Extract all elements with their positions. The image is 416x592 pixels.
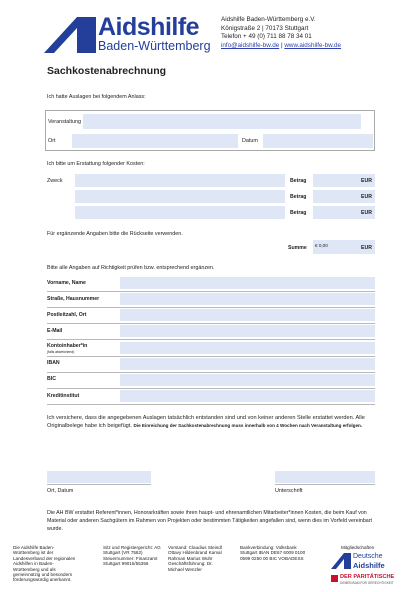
signature-line	[47, 484, 151, 485]
bank-input[interactable]	[120, 390, 375, 402]
event-label: Veranstaltung	[48, 119, 81, 125]
name-label: Vorname, Name	[47, 280, 86, 286]
row-divider	[47, 356, 375, 357]
purpose-input-1[interactable]	[75, 174, 285, 187]
org-name: Aidshilfe Baden-Württemberg e.V.	[221, 16, 316, 23]
row-divider	[47, 339, 375, 340]
footer-col-association: Die Aidshilfe Baden-Württemberg ist der Landesverband der regionalen Aidshilfen in Baden-Württemberg und als gemeinnützig und besonders förderungswürdig anerkannt.	[13, 545, 76, 583]
row-divider	[47, 372, 375, 373]
signature-line	[275, 484, 375, 485]
paritaetische-tagline: GEMEINSAM FÜR GERECHTIGKEIT	[340, 581, 394, 585]
supplement-note: Für ergänzende Angaben bitte die Rückseite verwenden.	[47, 231, 183, 237]
street-label: Straße, Hausnummer	[47, 296, 100, 302]
paritaetische-name: DER PARITÄTISCHE	[340, 574, 395, 580]
policy-text: Die AH BW erstattet Referent*innen, Honorarkräften sowie ihren haupt- und ehrenamtlichen Mitarbeiter*innen Kosten, die beim Kauf von Material oder anderen Sachgütern im Rahmen von Projekten oder bestimmten Tätigkeiten angefallen sind, wenn dies im Vorfeld vereinbart wurde.	[47, 510, 372, 532]
intro-text: Ich hatte Auslagen bei folgendem Anlass:	[47, 94, 146, 100]
deutsche-aidshilfe-logo-mark	[331, 553, 351, 569]
currency-2: EUR	[361, 194, 372, 200]
date-input[interactable]	[263, 134, 373, 148]
org-email-link[interactable]: info@aidshilfe-bw.de	[221, 41, 280, 49]
street-input[interactable]	[120, 293, 375, 305]
page-title: Sachkostenabrechnung	[47, 65, 167, 77]
currency-1: EUR	[361, 178, 372, 184]
amount-label-3: Betrag	[290, 210, 307, 216]
deutsche-aidshilfe-line1: Deutsche	[353, 553, 383, 560]
purpose-input-3[interactable]	[75, 206, 285, 219]
currency-3: EUR	[361, 210, 372, 216]
org-address: Königstraße 2 | 70173 Stuttgart	[221, 24, 309, 32]
sum-label: Summe	[288, 245, 307, 251]
zip-city-input[interactable]	[120, 309, 375, 321]
account-holder-label: Kontoinhaber*in	[47, 343, 88, 349]
org-phone: Telefon + 49 (0) 711 88 78 34 01	[221, 33, 312, 41]
place-date-input[interactable]	[47, 471, 151, 483]
email-input[interactable]	[120, 325, 375, 337]
purpose-label: Zweck	[47, 178, 63, 184]
iban-label: IBAN	[47, 360, 60, 366]
signature-label: Unterschrift	[275, 488, 303, 494]
paritaetische-logo-mark	[331, 575, 338, 582]
costs-intro: Ich bitte um Erstattung folgender Kosten:	[47, 161, 145, 167]
footer-col-bank: Bankverbindung: Volksbank Stuttgart IBAN DE67 6009 0100 0599 0250 00 BIC VOBADESS	[240, 545, 306, 561]
place-input[interactable]	[72, 134, 238, 148]
row-divider	[47, 388, 375, 389]
footer-col-board: Vorstand: Claudius Steindl Ottavy Hildenbrand Kamal Rahman Marius Wuhr Geschäftsführung: Dr. Michael Wenzler	[168, 545, 222, 572]
memberships-label: Mitgliedschaften	[341, 545, 375, 550]
date-label: Datum	[242, 138, 258, 144]
zip-city-label: Postleitzahl, Ort	[47, 312, 87, 318]
bic-label: BIC	[47, 376, 56, 382]
row-divider	[47, 291, 375, 292]
account-holder-input[interactable]	[120, 342, 375, 354]
place-label: Ort	[48, 138, 56, 144]
aidshilfe-logo-region: Baden-Württemberg	[98, 39, 211, 53]
deutsche-aidshilfe-line2: Aidshilfe	[353, 561, 385, 570]
name-input[interactable]	[120, 277, 375, 289]
email-label: E-Mail	[47, 328, 63, 334]
aidshilfe-logo-mark	[44, 17, 96, 53]
amount-label-2: Betrag	[290, 194, 307, 200]
account-holder-hint: (falls abweichend)	[47, 350, 75, 354]
amount-label-1: Betrag	[290, 178, 307, 184]
org-separator: |	[279, 41, 285, 49]
footer-col-registry: Sitz und Registergericht: AG Stuttgart (VR 7582) Steuernummer: Finanzamt Stuttgart 99015/55356	[103, 545, 161, 567]
declaration-block	[47, 414, 377, 431]
org-contact	[221, 16, 341, 50]
row-divider	[47, 404, 375, 405]
declaration-text: Ich versichere, dass die angegebenen Auslagen tatsächlich entstanden sind und von keiner anderen Stelle erstattet werden. Alle Originalbelege habe ich beigefügt.	[47, 415, 365, 430]
place-date-label: Ort, Datum	[47, 488, 74, 494]
deadline-note: Die Einreichung der Sachkostenabrechnung muss innerhalb von 4 Wochen nach Veranstaltung erfolgen.	[133, 423, 363, 429]
bank-label: Kreditinstitut	[47, 393, 80, 399]
iban-input[interactable]	[120, 358, 375, 370]
purpose-input-2[interactable]	[75, 190, 285, 203]
sum-currency: EUR	[361, 245, 372, 251]
check-note: Bitte alle Angaben auf Richtigkeit prüfen bzw. entsprechend ergänzen.	[47, 265, 215, 271]
org-online	[221, 42, 341, 51]
bic-input[interactable]	[120, 374, 375, 386]
org-web-link[interactable]: www.aidshilfe-bw.de	[284, 41, 342, 49]
aidshilfe-logo-name: Aidshilfe	[98, 13, 200, 41]
row-divider	[47, 323, 375, 324]
sum-value: € 0,00	[315, 243, 328, 248]
event-input[interactable]	[83, 114, 361, 129]
signature-input[interactable]	[275, 471, 375, 483]
row-divider	[47, 307, 375, 308]
